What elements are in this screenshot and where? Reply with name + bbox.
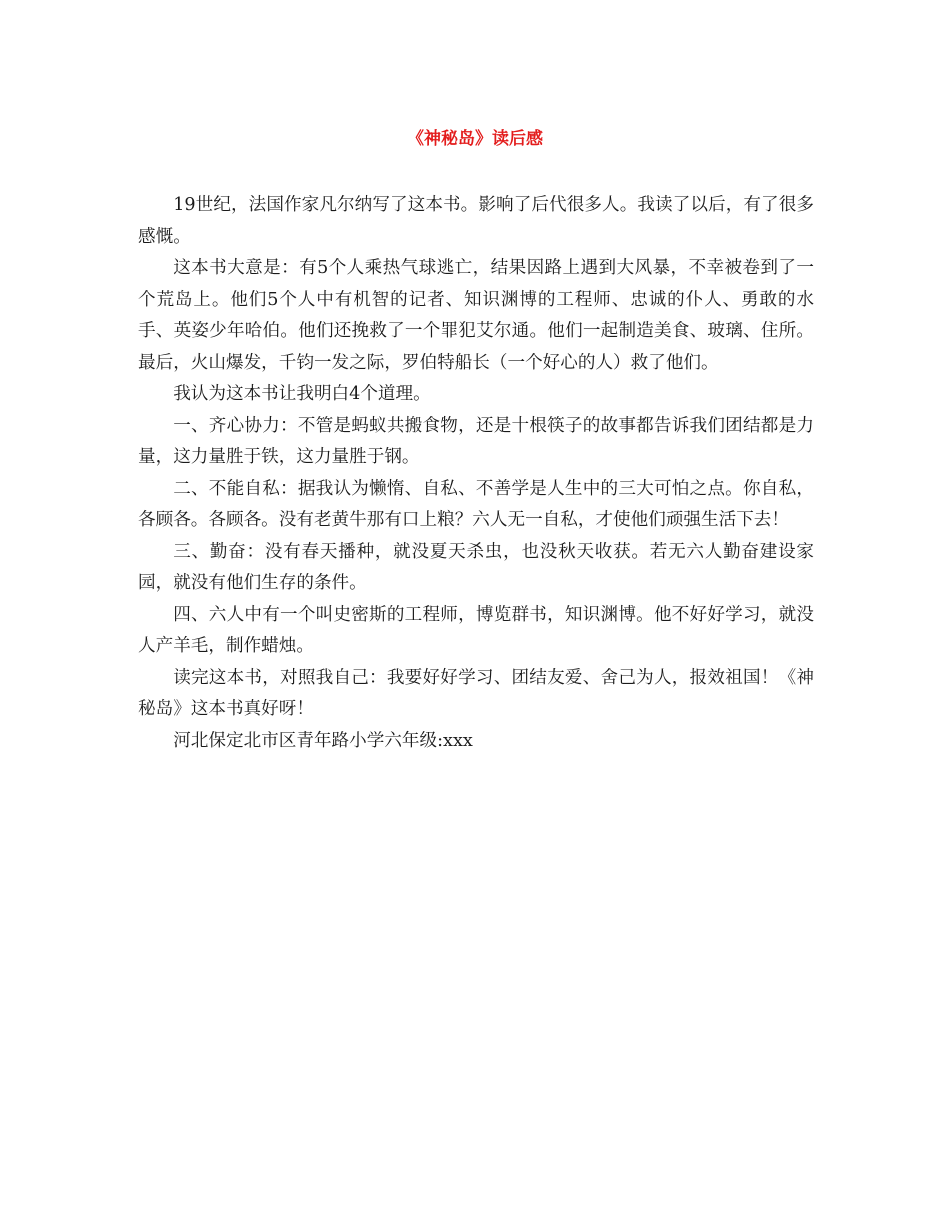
paragraph-conclusion: 读完这本书，对照我自己：我要好好学习、团结友爱、舍己为人，报效祖国！《神秘岛》这本书真好呀！ [138,667,814,719]
paragraph-intro: 19世纪，法国作家凡尔纳写了这本书。影响了后代很多人。我读了以后，有了很多感慨。 [138,195,814,247]
paragraph-lesson-4: 四、六人中有一个叫史密斯的工程师，博览群书，知识渊博。他不好好学习，就没人产羊毛，制作蜡烛。 [138,604,814,656]
document-title: 《神秘岛》读后感 [407,129,543,149]
paragraph-lesson-3: 三、勤奋：没有春天播种，就没夏天杀虫，也没秋天收获。若无六人勤奋建设家园，就没有他们生存的条件。 [138,541,814,593]
paragraph-author: 河北保定北市区青年路小学六年级:xxx [173,730,473,751]
paragraph-summary: 这本书大意是：有5个人乘热气球逃亡，结果因路上遇到大风暴，不幸被卷到了一个荒岛上。他们5个人中有机智的记者、知识渊博的工程师、忠诚的仆人、勇敢的水手、英姿少年哈伯。他们还挽救了一个罪犯艾尔通。他们一起制造美食、玻璃、住所。最后，火山爆发，千钧一发之际，罗伯特船长（一个好心的人）救了他们。 [138,258,814,373]
paragraph-lesson-1: 一、齐心协力：不管是蚂蚁共搬食物，还是十根筷子的故事都告诉我们团结都是力量，这力量胜于铁，这力量胜于钢。 [138,415,814,467]
paragraph-lesson-2: 二、不能自私：据我认为懒惰、自私、不善学是人生中的三大可怕之点。你自私，各顾各。各顾各。没有老黄牛那有口上粮？六人无一自私，才使他们顽强生活下去！ [138,478,814,530]
document-body [138,190,814,757]
paragraph-lessons-intro: 我认为这本书让我明白4个道理。 [173,384,431,404]
